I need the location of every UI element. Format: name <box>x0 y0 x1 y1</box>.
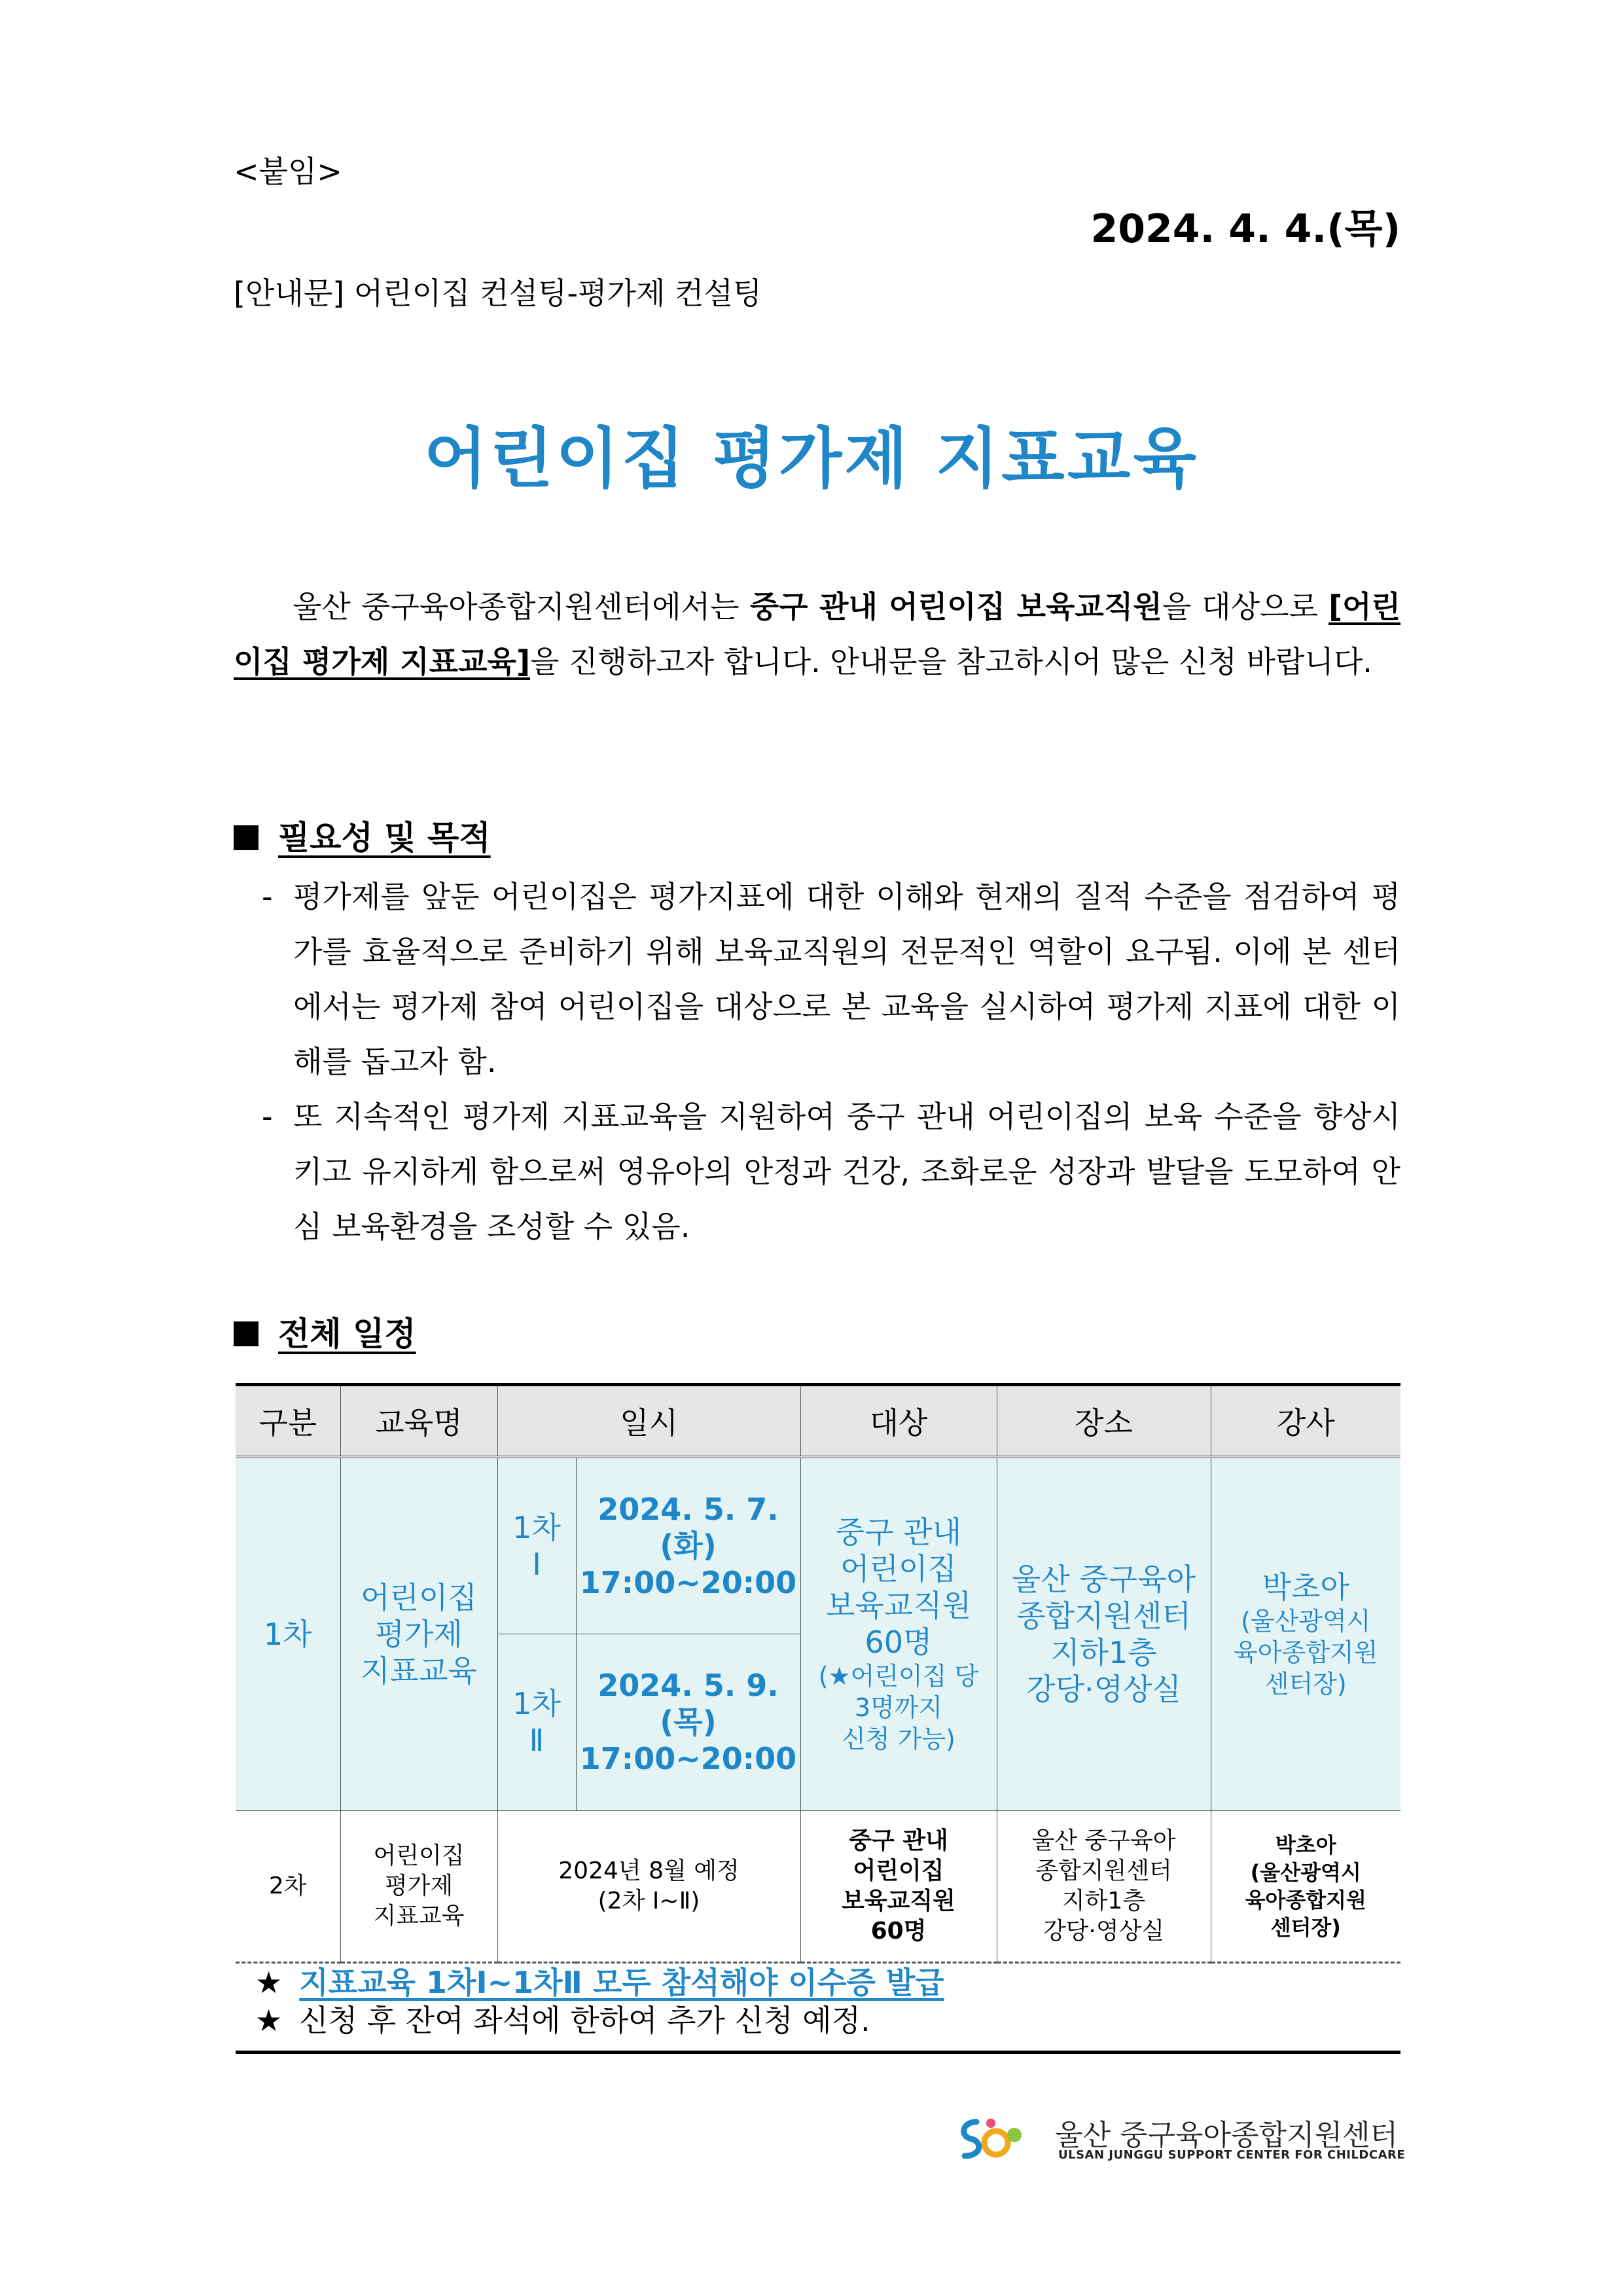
childcare-center-logo-icon <box>950 2109 1029 2168</box>
section-schedule-heading: 전체 일정 <box>234 1308 416 1355</box>
note-additional: ★ 신청 후 잔여 좌석에 한하여 추가 신청 예정. <box>255 2003 870 2038</box>
lecturer-cell: 박초아 (울산광역시 육아종합지원 센터장) <box>1211 1810 1400 1962</box>
header-place: 장소 <box>997 1385 1211 1458</box>
lecturer-cell <box>1211 1457 1400 1810</box>
table-header-row <box>236 1385 1400 1458</box>
dash-marker: - <box>262 1099 273 1134</box>
header-target: 대상 <box>800 1385 997 1458</box>
round-cell: 1차 <box>236 1457 340 1810</box>
header-datetime: 일시 <box>497 1385 800 1458</box>
course-cell: 어린이집 평가제 지표교육 <box>340 1810 497 1962</box>
square-bullet-icon <box>234 1321 259 1346</box>
course-cell: 어린이집 평가제 지표교육 <box>340 1457 497 1810</box>
intro-text-2: 을 대상으로 <box>1162 589 1329 624</box>
notice-heading: [안내문] 어린이집 컨설팅-평가제 컨설팅 <box>234 276 762 311</box>
bottom-divider <box>236 2051 1400 2054</box>
org-logo <box>950 2109 1408 2168</box>
schedule-table <box>236 1383 1400 1964</box>
section-purpose-heading: 필요성 및 목적 <box>234 812 491 859</box>
target-cell <box>800 1457 997 1810</box>
attachment-label: <붙임> <box>234 154 342 189</box>
place-cell: 울산 중구육아 종합지원센터 지하1층 강당·영상실 <box>997 1457 1211 1810</box>
header-category: 구분 <box>236 1385 340 1458</box>
intro-target: 중구 관내 어린이집 보육교직원 <box>749 589 1162 624</box>
session1-label: 1차 Ⅰ <box>497 1457 576 1634</box>
star-icon: ★ <box>255 2003 283 2038</box>
page-title: 어린이집 평가제 지표교육 <box>423 420 1200 497</box>
session2-datetime: 2024. 5. 9.(목) 17:00~20:00 <box>576 1634 800 1810</box>
purpose-bullets <box>262 869 1400 1254</box>
session2-label: 1차 Ⅱ <box>497 1634 576 1810</box>
dash-marker: - <box>262 879 273 914</box>
lecturer-name: 박초아 <box>1262 1569 1349 1605</box>
target-cell: 중구 관내 어린이집 보육교직원 60명 <box>800 1810 997 1962</box>
session1-datetime: 2024. 5. 7.(화) 17:00~20:00 <box>576 1457 800 1634</box>
round-cell: 2차 <box>236 1810 340 1962</box>
org-name-english: ULSAN JUNGGU SUPPORT CENTER FOR CHILDCARE <box>1058 2148 1406 2162</box>
purpose-bullet-2: - 또 지속적인 평가제 지표교육을 지원하여 중구 관내 어린이집의 보육 수준을 향상시키고 유지하게 함으로써 영유아의 안정과 건강, 조화로운 성장과 발달을 도모하여 안심 보육환경을 조성할 수 있음. <box>262 1089 1400 1254</box>
lecturer-title: (울산광역시 육아종합지원 센터장) <box>1234 1606 1378 1698</box>
target-main: 중구 관내 어린이집 보육교직원 60명 <box>825 1514 972 1660</box>
document-date: 2024. 4. 4.(목) <box>1090 206 1400 252</box>
table-row <box>236 1457 1400 1634</box>
intro-paragraph <box>234 579 1400 689</box>
header-course: 교육명 <box>340 1385 497 1458</box>
square-bullet-icon <box>234 825 259 850</box>
star-icon: ★ <box>255 1965 283 2000</box>
intro-text-1: 울산 중구육아종합지원센터에서는 <box>293 589 750 624</box>
intro-text-3: 을 진행하고자 합니다. 안내문을 참고하시어 많은 신청 바랍니다. <box>529 644 1372 679</box>
header-lecturer: 강사 <box>1211 1385 1400 1458</box>
intro-course-name: [어린이집 평가제 지표교육] <box>234 589 1400 679</box>
table-row <box>236 1810 1400 1962</box>
place-cell: 울산 중구육아 종합지원센터 지하1층 강당·영상실 <box>997 1810 1211 1962</box>
notes <box>255 1964 944 2039</box>
datetime-cell: 2024년 8월 예정 (2차 Ⅰ~Ⅱ) <box>497 1810 800 1962</box>
org-name: 울산 중구육아종합지원센터 <box>1055 2119 1399 2152</box>
purpose-bullet-1: - 평가제를 앞둔 어린이집은 평가지표에 대한 이해와 현재의 질적 수준을 점검하여 평가를 효율적으로 준비하기 위해 보육교직원의 전문적인 역할이 요구됨. 이에 본 센터에서는 평가제 참여 어린이집을 대상으로 본 교육을 실시하여 평가제 지표에 대한 이해를 돕고자 함. <box>262 869 1400 1089</box>
target-note: (★어린이집 당 3명까지 신청 가능) <box>818 1661 979 1753</box>
note-certificate: ★ 지표교육 1차Ⅰ~1차Ⅱ 모두 참석해야 이수증 발급 <box>255 1965 944 2000</box>
